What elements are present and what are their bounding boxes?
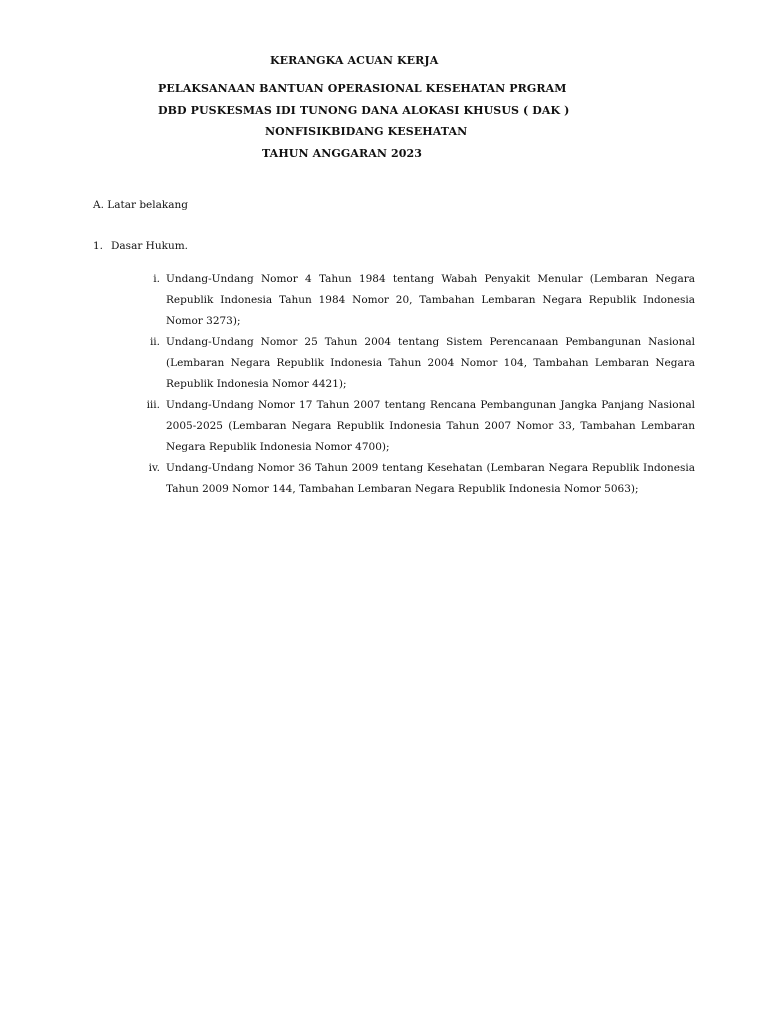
subsection-heading [93,240,188,252]
list-item [130,395,695,458]
list-item-text: Undang-Undang Nomor 4 Tahun 1984 tentang Wabah Penyakit Menular (Lembaran Negara Republik Indonesia Tahun 1984 Nomor 20, Tambahan Lembaran Negara Republik Indonesia Nomor 3273); [166,273,695,327]
subsection-number: 1. [93,240,104,252]
list-item-text: Undang-Undang Nomor 17 Tahun 2007 tentang Rencana Pembangunan Jangka Panjang Nasional 2005-2025 (Lembaran Negara Republik Indonesia Tahun 2007 Nomor 33, Tambahan Lembaran Negara Republik Indonesia Nomor 4700); [166,399,695,453]
list-item [130,269,695,332]
document-subtitle-line-1: PELAKSANAAN BANTUAN OPERASIONAL KESEHATAN PRGRAM [158,82,567,95]
document-budget-year: TAHUN ANGGARAN 2023 [262,147,422,160]
list-item [130,332,695,395]
list-numeral: iv. [148,462,160,474]
list-numeral: i. [153,273,160,285]
subsection-label: Dasar Hukum. [111,240,189,252]
document-subtitle-line-2: DBD PUSKESMAS IDI TUNONG DANA ALOKASI KHUSUS ( DAK ) [158,104,570,117]
legal-basis-list [130,269,695,500]
list-numeral: ii. [149,336,160,348]
list-item [130,458,695,500]
list-item-text: Undang-Undang Nomor 36 Tahun 2009 tentang Kesehatan (Lembaran Negara Republik Indonesia Tahun 2009 Nomor 144, Tambahan Lembaran Negara Republik Indonesia Nomor 5063); [166,462,695,495]
document-title: KERANGKA ACUAN KERJA [270,54,439,67]
document-subtitle-line-3: NONFISIKBIDANG KESEHATAN [265,125,468,138]
section-heading: A. Latar belakang [93,199,188,211]
list-item-text: Undang-Undang Nomor 25 Tahun 2004 tentang Sistem Perencanaan Pembangunan Nasional (Lembaran Negara Republik Indonesia Tahun 2004 Nomor 104, Tambahan Lembaran Negara Republik Indonesia Nomor 4421); [166,336,695,390]
list-numeral: iii. [146,399,160,411]
